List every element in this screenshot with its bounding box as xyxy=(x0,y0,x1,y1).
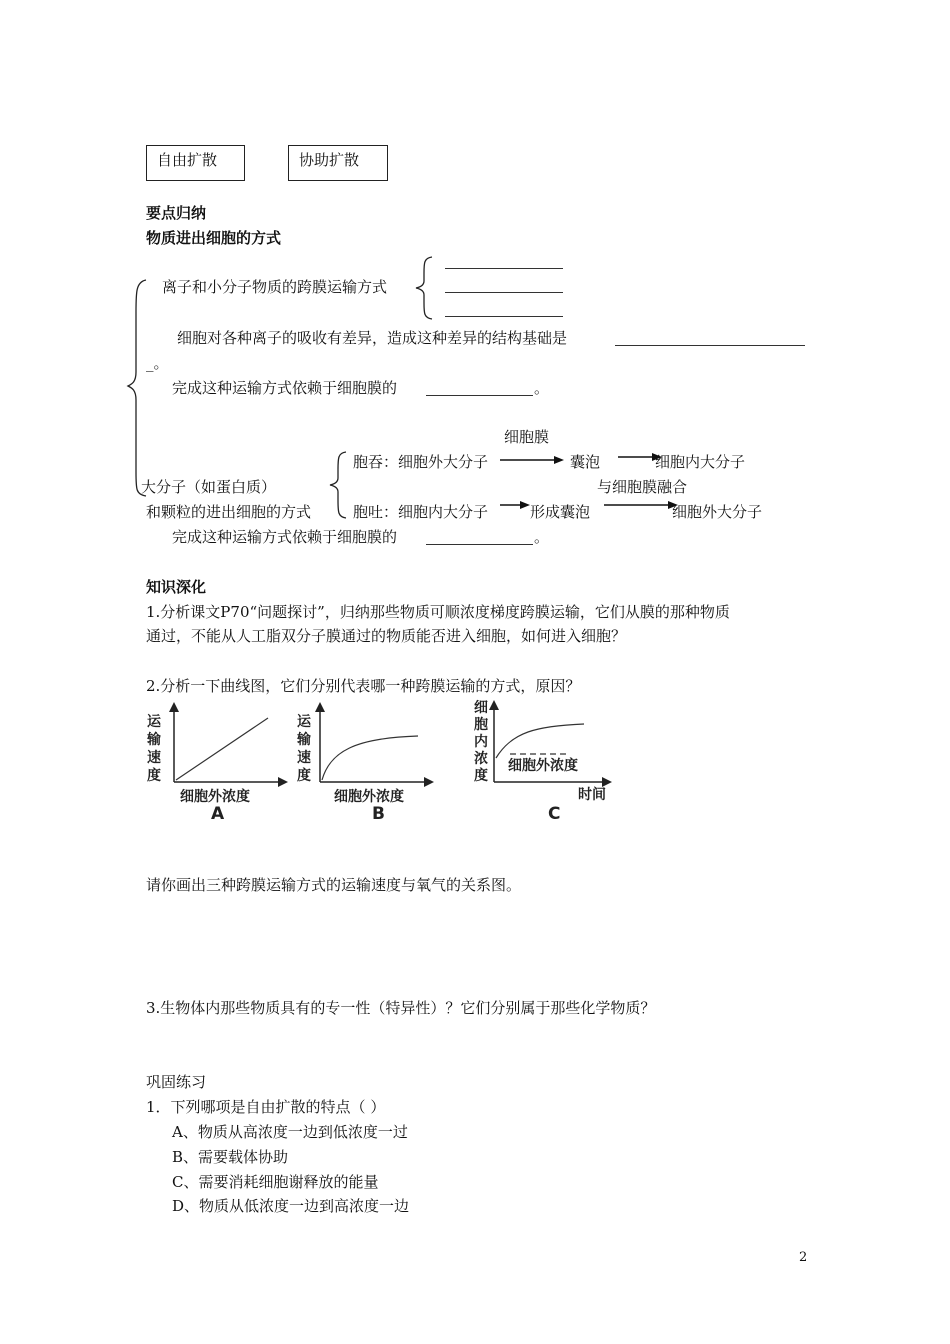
graph-b-y-2: 输 xyxy=(297,732,311,748)
practice-heading: 巩固练习 xyxy=(146,1073,207,1091)
option-a[interactable]: A、物质从高浓度一边到低浓度一过 xyxy=(172,1123,408,1141)
graph-a xyxy=(144,698,294,823)
exo-arrow-1-icon xyxy=(500,500,530,510)
small-brace-icon xyxy=(412,255,438,321)
graph-c-y-1: 细 xyxy=(474,700,488,716)
free-diffusion-label: 自由扩散 xyxy=(157,151,218,169)
small-molecule-label: 离子和小分子物质的跨膜运输方式 xyxy=(162,278,388,296)
graph-c xyxy=(472,698,622,823)
exo-arrow-2-icon xyxy=(604,500,678,510)
graph-a-letter: A xyxy=(211,804,225,824)
graph-c-x-label: 时间 xyxy=(578,787,606,803)
endocytosis-start: 胞吞：细胞外大分子 xyxy=(353,453,489,471)
graph-c-y-3: 内 xyxy=(474,734,488,750)
question-2: 2.分析一下曲线图，它们分别代表哪一种跨膜运输的方式，原因？ xyxy=(146,677,581,695)
ion-absorption-note: 细胞对各种离子的吸收有差异，造成这种差异的结构基础是 xyxy=(177,329,568,347)
deepen-heading: 知识深化 xyxy=(146,578,207,596)
graph-c-y-5: 度 xyxy=(474,768,488,784)
left-brace-icon xyxy=(124,272,154,502)
small-dependency-note: 完成这种运输方式依赖于细胞膜的 xyxy=(172,379,398,397)
large-dependency-note: 完成这种运输方式依赖于细胞膜的 xyxy=(172,528,398,546)
graph-b-y-3: 速 xyxy=(297,750,311,766)
graph-a-x-label: 细胞外浓度 xyxy=(180,789,250,805)
graph-c-y-4: 浓 xyxy=(474,751,488,767)
assisted-diffusion-label: 协助扩散 xyxy=(299,151,360,169)
membrane-label: 细胞膜 xyxy=(504,428,550,446)
exocytosis-vesicle: 形成囊泡 xyxy=(530,503,591,521)
endocytosis-end: 细胞内大分子 xyxy=(655,453,746,471)
option-c[interactable]: C、需要消耗细胞谢释放的能量 xyxy=(172,1173,379,1191)
endocytosis-vesicle: 囊泡 xyxy=(570,453,601,471)
question-1-line-1: 1.分析课文P70“问题探讨”，归纳那些物质可顺浓度梯度跨膜运输，它们从膜的那种物质 xyxy=(146,603,730,621)
free-diffusion-box xyxy=(146,145,245,181)
ion-structure-blank[interactable] xyxy=(615,345,805,346)
summary-heading: 要点归纳 xyxy=(146,204,207,222)
large-dependency-end: 。 xyxy=(534,528,550,546)
small-blank-3[interactable] xyxy=(445,316,563,317)
question-3: 3.生物体内那些物质具有的专一性（特异性）？它们分别属于那些化学物质？ xyxy=(146,999,656,1017)
ion-note-end: _。 xyxy=(146,354,169,372)
graph-a-y-4: 度 xyxy=(147,768,161,784)
small-dependency-end: 。 xyxy=(534,379,550,397)
graph-a-y-1: 运 xyxy=(147,714,161,730)
graph-b-y-1: 运 xyxy=(297,714,311,730)
graph-a-y-2: 输 xyxy=(147,732,161,748)
large-brace-icon xyxy=(326,450,352,520)
question-1-line-2: 通过，不能从人工脂双分子膜通过的物质能否进入细胞，如何进入细胞？ xyxy=(146,627,627,645)
large-label-1: 大分子（如蛋白质） xyxy=(141,478,277,496)
assisted-diffusion-box xyxy=(288,145,388,181)
fuse-label: 与细胞膜融合 xyxy=(597,478,688,496)
graph-b-x-label: 细胞外浓度 xyxy=(334,789,404,805)
draw-instruction: 请你画出三种跨膜运输方式的运输速度与氧气的关系图。 xyxy=(146,876,522,894)
exocytosis-end: 细胞外大分子 xyxy=(672,503,763,521)
graph-b-y-4: 度 xyxy=(297,768,311,784)
small-blank-1[interactable] xyxy=(445,268,563,269)
large-dependency-blank[interactable] xyxy=(426,544,533,545)
option-b[interactable]: B、需要载体协助 xyxy=(172,1148,289,1166)
endo-arrow-1-icon xyxy=(500,455,564,465)
graph-c-dash-label: 细胞外浓度 xyxy=(508,758,578,774)
small-dependency-blank[interactable] xyxy=(426,395,533,396)
graph-c-letter: C xyxy=(548,804,561,824)
summary-subheading: 物质进出细胞的方式 xyxy=(146,229,282,247)
exocytosis-start: 胞吐：细胞内大分子 xyxy=(353,503,489,521)
large-label-2: 和颗粒的进出细胞的方式 xyxy=(146,503,312,521)
graph-b xyxy=(296,698,446,823)
page-number: 2 xyxy=(799,1250,808,1265)
graph-a-y-3: 速 xyxy=(147,750,161,766)
option-d[interactable]: D、物质从低浓度一边到高浓度一边 xyxy=(172,1197,410,1215)
practice-question-1: 1．下列哪项是自由扩散的特点（ ） xyxy=(146,1098,386,1116)
small-blank-2[interactable] xyxy=(445,292,563,293)
graph-b-letter: B xyxy=(372,804,385,824)
graph-c-y-2: 胞 xyxy=(474,717,488,733)
